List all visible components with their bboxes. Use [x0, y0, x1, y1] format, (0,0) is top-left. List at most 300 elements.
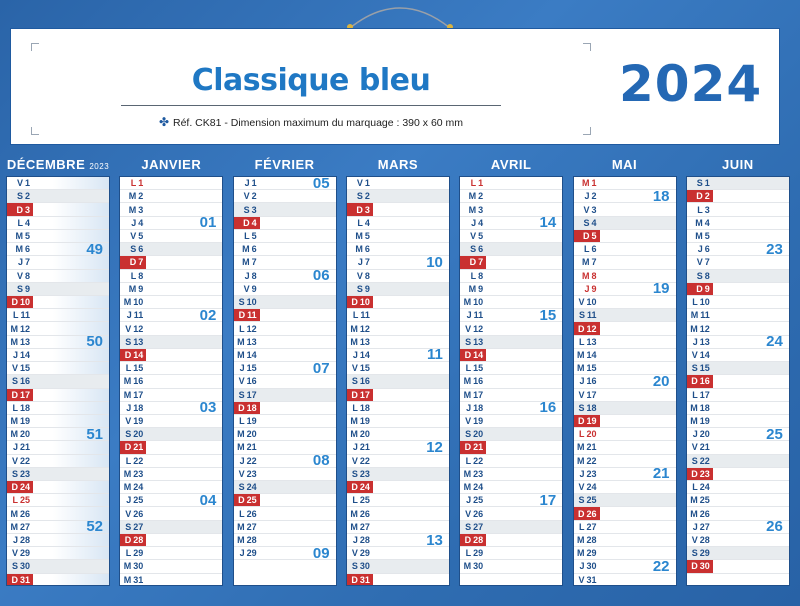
day-row	[574, 402, 676, 415]
day-row	[234, 402, 336, 415]
day-row	[460, 399, 562, 417]
day-row	[234, 309, 336, 322]
day-row	[7, 455, 109, 468]
day-row	[347, 230, 449, 243]
day-label: M 14	[576, 349, 597, 360]
day-row	[460, 322, 562, 335]
week-number: 17	[539, 491, 557, 509]
day-label: M 11	[690, 310, 710, 321]
day-label: M 16	[123, 376, 144, 387]
day-label: D 9	[687, 283, 713, 295]
day-label: D 21	[120, 441, 146, 453]
day-label: L 17	[692, 389, 710, 400]
day-row	[234, 521, 336, 534]
day-row	[574, 389, 676, 402]
day-label: D 3	[347, 203, 373, 215]
day-row	[687, 389, 789, 402]
day-label: S 13	[465, 336, 484, 347]
day-row	[347, 270, 449, 283]
day-label: M 17	[123, 389, 144, 400]
day-row	[574, 428, 676, 441]
day-label: D 28	[460, 534, 486, 546]
day-label: M 21	[237, 442, 257, 453]
day-row	[460, 428, 562, 441]
day-label: J 18	[466, 402, 484, 413]
day-label: S 23	[351, 468, 370, 479]
day-label: J 16	[579, 376, 597, 387]
day-label: L 18	[352, 402, 370, 413]
day-label: L 3	[697, 204, 710, 215]
day-row	[7, 240, 109, 258]
day-label: M 30	[463, 561, 484, 572]
day-label: D 18	[234, 402, 260, 414]
marking-area	[31, 43, 591, 135]
day-label: D 5	[574, 230, 600, 242]
day-label: D 30	[687, 560, 713, 572]
month-days	[233, 176, 337, 586]
day-row	[347, 217, 449, 230]
day-label: M 6	[355, 244, 370, 255]
day-label: M 24	[463, 482, 484, 493]
week-number: 21	[652, 465, 670, 483]
week-number: 03	[199, 399, 217, 417]
day-row	[120, 362, 222, 375]
week-number: 23	[766, 240, 783, 258]
day-row	[347, 389, 449, 402]
day-label: S 20	[465, 429, 484, 440]
day-label: M 20	[237, 429, 257, 440]
day-label: J 20	[692, 429, 710, 440]
day-label: J 28	[12, 535, 30, 546]
day-row	[7, 468, 109, 481]
day-row	[120, 491, 222, 509]
day-row	[347, 455, 449, 468]
day-label: V 17	[578, 389, 597, 400]
day-label: M 27	[350, 521, 370, 532]
day-label: S 16	[11, 376, 30, 387]
day-label: M 15	[576, 363, 597, 374]
week-number: 05	[312, 176, 330, 192]
day-row	[460, 306, 562, 324]
day-row	[347, 468, 449, 481]
day-row	[687, 481, 789, 494]
day-label: D 24	[7, 481, 33, 493]
day-label: L 15	[465, 363, 484, 374]
day-row	[120, 256, 222, 269]
day-label: M 2	[128, 191, 144, 202]
day-row	[120, 415, 222, 428]
day-label: M 10	[123, 297, 144, 308]
week-number: 20	[652, 372, 670, 390]
day-row	[347, 402, 449, 415]
day-label: L 25	[12, 495, 30, 506]
day-row	[120, 507, 222, 520]
day-row	[460, 441, 562, 454]
day-row	[460, 336, 562, 349]
day-label: V 21	[691, 442, 710, 453]
day-row	[120, 306, 222, 324]
day-row	[687, 217, 789, 230]
day-label: M 12	[690, 323, 710, 334]
day-label: M 12	[350, 323, 370, 334]
day-label: S 20	[125, 429, 144, 440]
day-label: J 14	[12, 349, 30, 360]
day-label: M 14	[237, 349, 257, 360]
day-row	[687, 518, 789, 536]
day-label: M 3	[128, 204, 144, 215]
month-days	[459, 176, 563, 586]
day-row	[7, 574, 109, 586]
day-row	[120, 283, 222, 296]
day-row	[120, 399, 222, 417]
day-label: D 17	[7, 389, 33, 401]
day-row	[120, 177, 222, 190]
day-row	[7, 547, 109, 560]
day-row	[687, 283, 789, 296]
day-label: L 22	[125, 455, 144, 466]
day-row	[460, 521, 562, 534]
day-row	[234, 230, 336, 243]
day-label: M 2	[468, 191, 484, 202]
day-row	[7, 349, 109, 362]
day-label: L 5	[244, 230, 257, 241]
day-row	[120, 349, 222, 362]
reference-line: ✤ Réf. CK81 - Dimension maximum du marquage : 390 x 60 mm	[158, 115, 464, 129]
month-name: FÉVRIER	[254, 157, 315, 172]
day-row	[574, 309, 676, 322]
day-row	[687, 256, 789, 269]
day-row	[687, 534, 789, 547]
day-label: J 21	[352, 442, 370, 453]
day-label: V 23	[238, 468, 257, 479]
day-label: M 13	[350, 336, 370, 347]
day-label: J 2	[584, 191, 597, 202]
day-label: S 6	[470, 244, 484, 255]
day-row	[687, 455, 789, 468]
day-row	[7, 441, 109, 454]
day-label: J 1	[244, 178, 257, 189]
day-label: V 16	[238, 376, 257, 387]
page-title: Classique bleu	[191, 63, 431, 98]
day-label: L 8	[470, 270, 484, 281]
day-label: S 15	[691, 363, 710, 374]
day-row	[347, 309, 449, 322]
day-label: J 8	[244, 270, 257, 281]
day-row	[687, 468, 789, 481]
day-row	[460, 177, 562, 190]
week-number: 15	[539, 306, 557, 324]
day-row	[234, 217, 336, 230]
day-row	[574, 336, 676, 349]
day-row	[234, 203, 336, 216]
day-label: S 10	[238, 297, 257, 308]
day-label: L 4	[357, 217, 370, 228]
day-row	[574, 415, 676, 428]
day-label: M 31	[123, 574, 144, 585]
day-label: S 2	[356, 191, 370, 202]
day-row	[7, 402, 109, 415]
day-label: M 9	[468, 283, 484, 294]
day-label: M 5	[15, 230, 30, 241]
day-row	[234, 507, 336, 520]
day-row	[234, 468, 336, 481]
day-label: D 24	[347, 481, 373, 493]
day-label: M 25	[690, 495, 710, 506]
day-label: V 26	[465, 508, 484, 519]
week-number: 12	[426, 438, 443, 456]
day-label: V 26	[125, 508, 144, 519]
day-label: V 14	[691, 349, 710, 360]
day-row	[574, 481, 676, 494]
day-label: M 16	[463, 376, 484, 387]
day-row	[574, 465, 676, 483]
day-label: M 7	[581, 257, 597, 268]
day-label: J 13	[692, 336, 710, 347]
day-row	[7, 425, 109, 443]
day-label: D 16	[687, 375, 713, 387]
day-label: L 13	[578, 336, 597, 347]
month-column-février	[233, 154, 337, 594]
month-name: MARS	[377, 157, 419, 172]
day-label: J 27	[692, 521, 710, 532]
day-row	[460, 468, 562, 481]
day-row	[120, 441, 222, 454]
day-label: D 12	[574, 322, 600, 334]
month-column-avril	[459, 154, 563, 594]
day-label: S 4	[583, 217, 597, 228]
day-row	[347, 574, 449, 586]
day-label: J 14	[352, 349, 370, 360]
day-row	[460, 455, 562, 468]
month-column-mai	[573, 154, 677, 594]
day-label: L 26	[239, 508, 257, 519]
day-label: M 6	[242, 244, 257, 255]
day-label: M 27	[237, 521, 257, 532]
day-label: V 31	[578, 574, 597, 585]
day-row	[234, 481, 336, 494]
day-label: L 19	[239, 416, 257, 427]
day-row	[347, 415, 449, 428]
day-row	[120, 230, 222, 243]
day-row	[574, 574, 676, 586]
hanger-string-icon	[346, 0, 454, 30]
day-label: J 25	[126, 495, 144, 506]
day-row	[347, 494, 449, 507]
day-label: S 8	[696, 270, 710, 281]
day-label: L 10	[692, 297, 710, 308]
day-row	[574, 256, 676, 269]
day-row	[460, 560, 562, 573]
day-row	[7, 534, 109, 547]
day-label: D 11	[234, 309, 260, 321]
day-label: M 26	[10, 508, 30, 519]
day-label: L 18	[12, 402, 30, 413]
day-label: M 13	[10, 336, 30, 347]
day-row	[460, 362, 562, 375]
day-row	[687, 296, 789, 309]
day-label: M 19	[690, 416, 710, 427]
day-row	[460, 534, 562, 547]
day-row	[687, 375, 789, 388]
day-label: M 21	[576, 442, 597, 453]
day-row	[120, 270, 222, 283]
day-label: M 26	[350, 508, 370, 519]
day-row	[7, 333, 109, 351]
day-row	[574, 322, 676, 335]
day-row	[347, 481, 449, 494]
day-label: M 19	[10, 416, 30, 427]
day-row	[574, 372, 676, 390]
week-number: 04	[199, 491, 217, 509]
day-label: V 19	[125, 416, 144, 427]
day-label: S 11	[578, 310, 597, 321]
day-row	[347, 547, 449, 560]
day-row	[120, 468, 222, 481]
month-name: JUIN	[721, 157, 754, 172]
day-label: D 23	[687, 468, 713, 480]
day-row	[234, 494, 336, 507]
day-label: V 28	[691, 535, 710, 546]
day-row	[120, 243, 222, 256]
day-label: L 1	[130, 178, 144, 189]
day-row	[460, 214, 562, 232]
day-row	[120, 521, 222, 534]
day-row	[120, 547, 222, 560]
day-label: M 5	[355, 230, 370, 241]
day-label: V 12	[125, 323, 144, 334]
day-row	[687, 333, 789, 351]
months-grid	[6, 154, 796, 600]
day-label: S 23	[11, 468, 30, 479]
day-label: M 26	[690, 508, 710, 519]
day-row	[347, 203, 449, 216]
day-row	[347, 253, 449, 271]
day-label: V 29	[351, 548, 370, 559]
day-label: S 9	[356, 283, 370, 294]
week-number: 19	[652, 280, 670, 298]
day-label: S 22	[691, 455, 710, 466]
day-label: J 15	[239, 363, 257, 374]
day-label: M 29	[576, 548, 597, 559]
day-label: V 22	[351, 455, 370, 466]
day-label: M 6	[15, 244, 30, 255]
day-row	[234, 428, 336, 441]
day-label: J 4	[471, 217, 484, 228]
day-row	[120, 560, 222, 573]
day-label: L 22	[465, 455, 484, 466]
week-number: 50	[86, 333, 103, 351]
day-label: D 7	[120, 256, 146, 268]
day-row	[234, 177, 336, 190]
day-label: L 11	[12, 310, 30, 321]
week-number: 24	[766, 333, 783, 351]
day-label: S 3	[243, 204, 257, 215]
day-label: M 22	[576, 455, 597, 466]
day-row	[347, 438, 449, 456]
month-column-juin	[686, 154, 790, 594]
day-label: D 2	[687, 190, 713, 202]
day-label: M 3	[468, 204, 484, 215]
day-label: J 6	[697, 244, 710, 255]
day-label: M 20	[350, 429, 370, 440]
day-label: D 10	[7, 296, 33, 308]
day-label: D 17	[347, 389, 373, 401]
day-row	[460, 375, 562, 388]
day-row	[347, 531, 449, 549]
day-label: V 9	[243, 283, 257, 294]
day-row	[687, 547, 789, 560]
day-row	[574, 280, 676, 298]
day-row	[574, 243, 676, 256]
day-row	[7, 270, 109, 283]
day-label: L 11	[352, 310, 370, 321]
day-row	[7, 256, 109, 269]
month-days	[346, 176, 450, 586]
day-row	[460, 491, 562, 509]
day-label: S 18	[578, 402, 597, 413]
day-label: S 2	[16, 191, 30, 202]
day-row	[460, 256, 562, 269]
month-column-mars	[346, 154, 450, 594]
day-row	[687, 441, 789, 454]
week-number: 06	[312, 267, 330, 285]
day-row	[347, 296, 449, 309]
day-row	[347, 322, 449, 335]
month-days	[6, 176, 110, 586]
day-row	[7, 375, 109, 388]
day-row	[460, 415, 562, 428]
day-row	[574, 230, 676, 243]
day-label: J 30	[579, 561, 597, 572]
week-number: 08	[312, 452, 330, 470]
week-number: 10	[426, 253, 443, 271]
day-label: D 4	[234, 217, 260, 229]
day-label: S 24	[238, 482, 257, 493]
day-label: M 27	[10, 521, 30, 532]
week-number: 09	[312, 544, 330, 562]
day-row	[120, 190, 222, 203]
day-label: S 16	[351, 376, 370, 387]
day-label: L 12	[239, 323, 257, 334]
week-number: 25	[766, 425, 783, 443]
day-row	[234, 336, 336, 349]
day-row	[7, 560, 109, 573]
day-row	[460, 230, 562, 243]
month-column-décembre	[6, 154, 110, 594]
day-label: S 17	[238, 389, 257, 400]
day-label: S 27	[125, 521, 144, 532]
day-label: M 4	[695, 217, 710, 228]
day-label: M 28	[237, 535, 257, 546]
day-row	[7, 494, 109, 507]
day-label: M 8	[581, 270, 597, 281]
day-row	[574, 534, 676, 547]
day-row	[234, 322, 336, 335]
day-row	[7, 481, 109, 494]
day-row	[347, 190, 449, 203]
year-label: 2024	[619, 55, 763, 113]
day-row	[574, 217, 676, 230]
day-label: S 6	[130, 244, 144, 255]
month-name: AVRIL	[490, 157, 532, 172]
day-label: M 23	[463, 468, 484, 479]
day-label: J 7	[17, 257, 30, 268]
month-name: JANVIER	[141, 157, 202, 172]
day-label: D 19	[574, 415, 600, 427]
day-row	[687, 309, 789, 322]
day-row	[120, 214, 222, 232]
day-row	[574, 494, 676, 507]
